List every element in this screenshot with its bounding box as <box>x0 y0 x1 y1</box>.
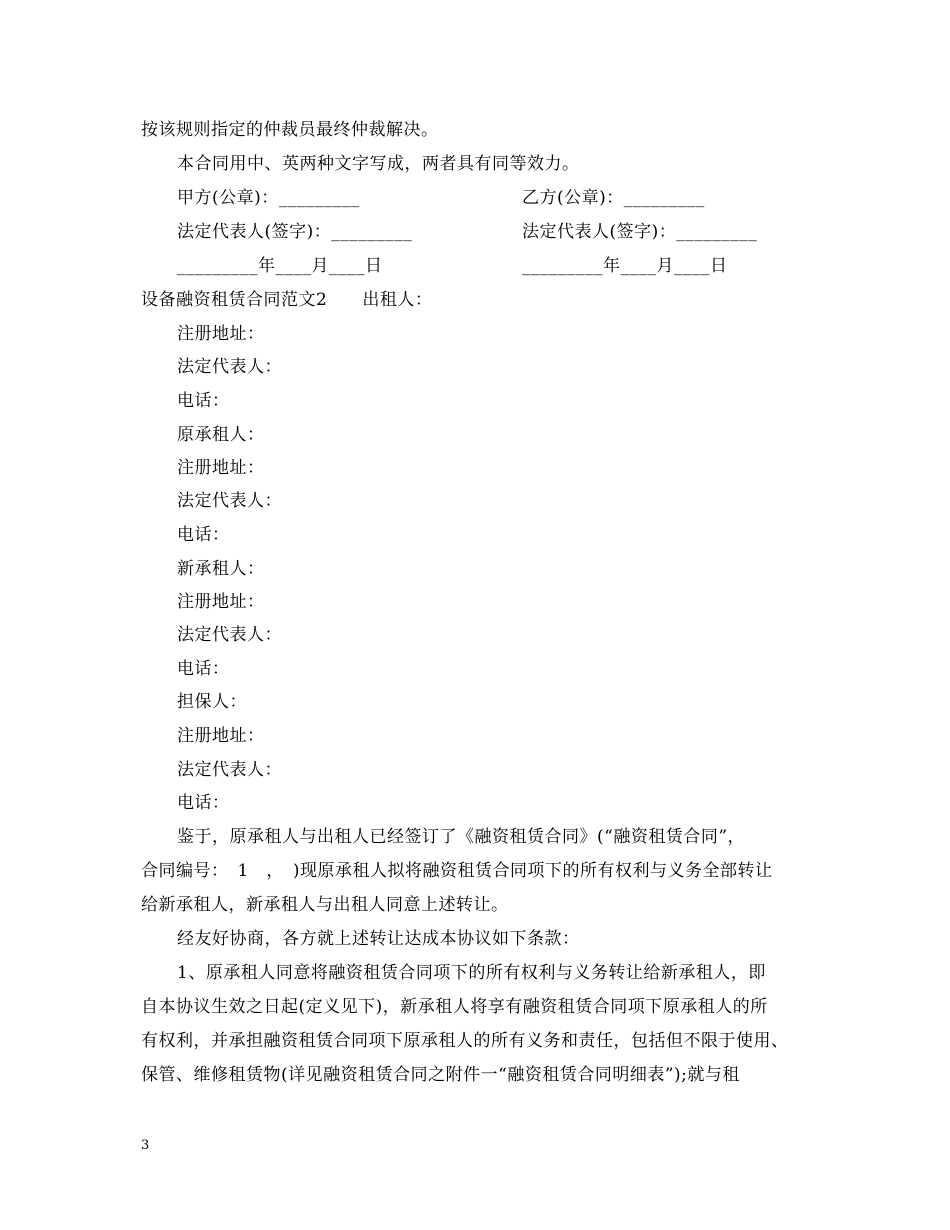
party-a-date-line: _________年____月____日 <box>177 256 383 276</box>
party-a-seal-line: 甲方(公章)：_________ <box>177 188 360 208</box>
text-line: 本合同用中、英两种文字写成，两者具有同等效力。 <box>177 154 580 174</box>
field-label: 注册地址： <box>177 726 265 746</box>
field-label: 法定代表人： <box>177 625 282 645</box>
paragraph-line: 合同编号： 1 ， )现原承租人拟将融资租赁合同项下的所有权利与义务全部转让 <box>141 861 773 881</box>
text-line: 按该规则指定的仲裁员最终仲裁解决。 <box>141 120 439 140</box>
paragraph-line: 给新承租人，新承租人与出租人同意上述转让。 <box>141 895 509 915</box>
page-number: 3 <box>141 1138 150 1153</box>
field-label: 法定代表人： <box>177 760 282 780</box>
field-label: 电话： <box>177 793 230 813</box>
field-label: 原承租人： <box>177 425 265 445</box>
field-label: 电话： <box>177 391 230 411</box>
field-label: 法定代表人： <box>177 491 282 511</box>
party-b-representative-line: 法定代表人(签字)：_________ <box>522 222 758 242</box>
party-b-seal-line: 乙方(公章)：_________ <box>522 188 705 208</box>
field-label: 电话： <box>177 525 230 545</box>
paragraph-line: 1、原承租人同意将融资租赁合同项下的所有权利与义务转让给新承租人，即 <box>177 963 766 983</box>
field-label: 注册地址： <box>177 324 265 344</box>
field-label: 注册地址： <box>177 458 265 478</box>
party-b-date-line: _________年____月____日 <box>522 256 728 276</box>
paragraph-line: 经友好协商，各方就上述转让达成本协议如下条款： <box>177 929 580 949</box>
field-label: 担保人： <box>177 692 247 712</box>
paragraph-line: 有权利，并承担融资租赁合同项下原承租人的所有义务和责任，包括但不限于使用、 <box>141 1031 789 1051</box>
paragraph-line: 保管、维修租赁物(详见融资租赁合同之附件一“融资租赁合同明细表”);就与租 <box>141 1065 740 1085</box>
field-label: 新承租人： <box>177 559 265 579</box>
party-a-representative-line: 法定代表人(签字)：_________ <box>177 222 413 242</box>
paragraph-line: 自本协议生效之日起(定义见下)，新承租人将享有融资租赁合同项下原承租人的所 <box>141 997 768 1017</box>
field-label: 注册地址： <box>177 592 265 612</box>
field-label: 法定代表人： <box>177 357 282 377</box>
paragraph-line: 鉴于，原承租人与出租人已经签订了《融资租赁合同》(“融资租赁合同”， <box>177 827 746 847</box>
field-label: 电话： <box>177 659 230 679</box>
section-title-line: 设备融资租赁合同范文2 出租人： <box>141 290 433 310</box>
